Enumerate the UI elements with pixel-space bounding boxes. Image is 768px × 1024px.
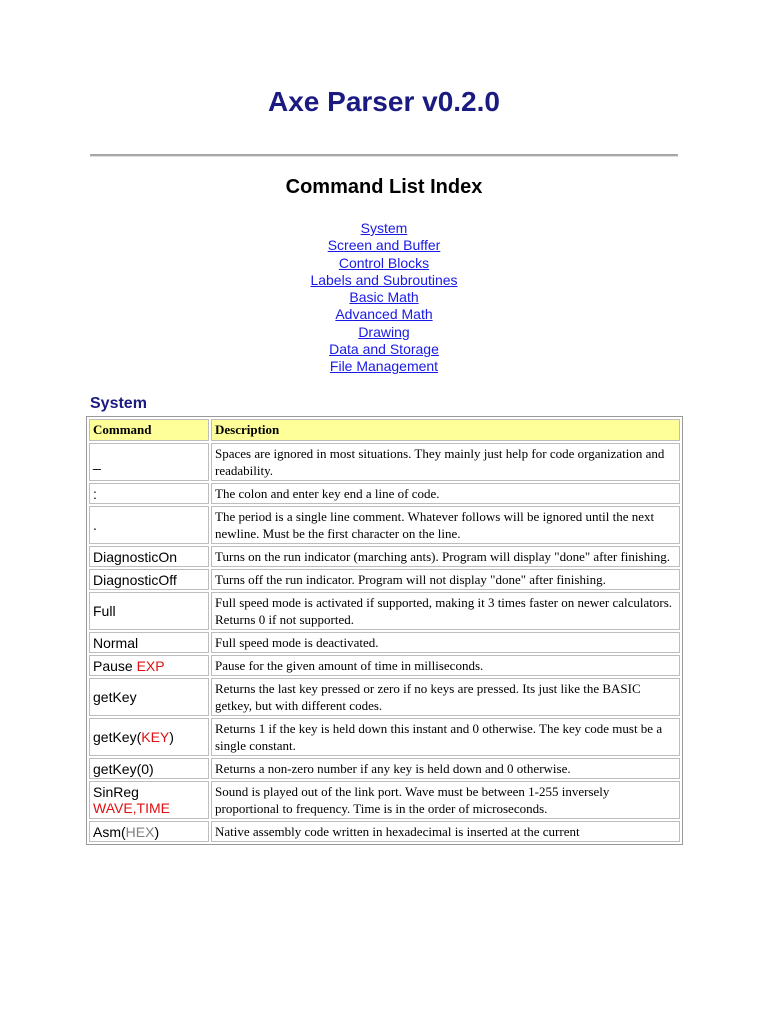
description-cell: Pause for the given amount of time in milliseconds.	[211, 655, 680, 676]
index-heading: Command List Index	[285, 176, 483, 198]
table-row	[89, 758, 680, 779]
command-cell: Full	[89, 592, 209, 630]
index-link-data-and-storage[interactable]: Data and Storage	[329, 341, 439, 358]
table-header-row	[89, 419, 680, 441]
table-row	[89, 718, 680, 756]
index-link-basic-math[interactable]: Basic Math	[349, 289, 419, 306]
table-row	[89, 632, 680, 653]
description-cell: The period is a single line comment. Whatever follows will be ignored until the next newline. Must be the first character on the line.	[211, 506, 680, 544]
command-cell: getKey	[89, 678, 209, 716]
command-cell: DiagnosticOn	[89, 546, 209, 567]
table-row	[89, 655, 680, 676]
command-cell: .	[89, 506, 209, 544]
table-row	[89, 443, 680, 481]
command-cell: Asm(HEX)	[89, 821, 209, 842]
description-cell: The colon and enter key end a line of code.	[211, 483, 680, 504]
description-cell: Full speed mode is activated if supported, making it 3 times faster on newer calculators. Returns 0 if not supported.	[211, 592, 680, 630]
description-cell: Native assembly code written in hexadecimal is inserted at the current	[211, 821, 680, 842]
table-row	[89, 781, 680, 819]
description-cell: Returns 1 if the key is held down this instant and 0 otherwise. The key code must be a single constant.	[211, 718, 680, 756]
command-cell: Normal	[89, 632, 209, 653]
command-cell: :	[89, 483, 209, 504]
command-argument: EXP	[136, 657, 165, 674]
column-header-description: Description	[211, 419, 680, 441]
description-cell: Returns a non-zero number if any key is held down and 0 otherwise.	[211, 758, 680, 779]
description-cell: Turns off the run indicator. Program will not display "done" after finishing.	[211, 569, 680, 590]
index-link-file-management[interactable]: File Management	[329, 358, 439, 375]
table-row	[89, 506, 680, 544]
description-cell: Full speed mode is deactivated.	[211, 632, 680, 653]
table-row	[89, 569, 680, 590]
index-link-advanced-math[interactable]: Advanced Math	[335, 306, 433, 323]
table-row	[89, 821, 680, 842]
command-cell: Pause EXP	[89, 655, 209, 676]
horizontal-rule	[90, 154, 678, 157]
command-cell: DiagnosticOff	[89, 569, 209, 590]
column-header-command: Command	[89, 419, 209, 441]
table-row	[89, 546, 680, 567]
description-cell: Turns on the run indicator (marching ants). Program will display "done" after finishing.	[211, 546, 680, 567]
table-row	[89, 678, 680, 716]
page-title: Axe Parser v0.2.0	[268, 86, 500, 117]
section-heading-system: System	[90, 395, 147, 412]
system-command-table	[86, 416, 683, 845]
index-link-control-blocks[interactable]: Control Blocks	[338, 254, 430, 271]
table-row	[89, 483, 680, 504]
index-link-system[interactable]: System	[360, 220, 408, 236]
index-link-drawing[interactable]: Drawing	[358, 323, 410, 340]
command-argument: WAVE,TIME	[93, 800, 170, 816]
command-cell: _	[89, 443, 209, 481]
command-argument: HEX	[125, 823, 155, 840]
index-link-labels-and-subroutines[interactable]: Labels and Subroutines	[310, 271, 458, 288]
description-cell: Spaces are ignored in most situations. They mainly just help for code organization and readability.	[211, 443, 680, 481]
index-link-screen-and-buffer[interactable]: Screen and Buffer	[327, 237, 441, 254]
command-argument: KEY	[141, 729, 170, 745]
description-cell: Returns the last key pressed or zero if no keys are pressed. Its just like the BASIC getkey, but with different codes.	[211, 678, 680, 716]
command-cell: SinReg WAVE,TIME	[89, 781, 209, 819]
command-cell: getKey(KEY)	[89, 718, 209, 756]
command-index	[0, 220, 768, 376]
description-cell: Sound is played out of the link port. Wave must be between 1-255 inversely proportional to frequency. Time is in the order of microseconds.	[211, 781, 680, 819]
table-row	[89, 592, 680, 630]
command-cell: getKey(0)	[89, 758, 209, 779]
